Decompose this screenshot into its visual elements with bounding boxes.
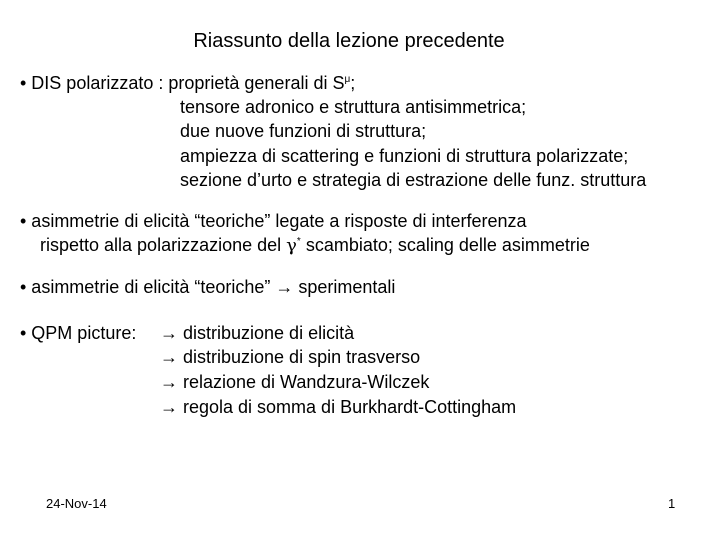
section1-line-1-text: • DIS polarizzato : proprietà generali di S: [20, 73, 345, 93]
qpm-item-3: → relazione di Wandzura-Wilczek: [160, 372, 430, 392]
section1-line-1: [20, 72, 355, 95]
section2-line-1: • asimmetrie di elicità “teoriche” legate a risposte di interferenza: [20, 211, 527, 231]
section1-line-1-end: ;: [350, 73, 356, 93]
slide-title: Riassunto della lezione precedente: [193, 30, 505, 52]
qpm-item-4: → regola di somma di Burkhardt-Cottingham: [160, 397, 517, 417]
gamma-symbol: γ: [286, 235, 297, 256]
section1-line-3: due nuove funzioni di struttura;: [180, 121, 427, 141]
section2-line-2-post: scambiato; scaling delle asimmetrie: [300, 235, 590, 255]
section1-line-5: sezione d’urto e strategia di estrazione delle funz. struttura: [180, 170, 647, 190]
section2-line-2: [40, 234, 590, 257]
mu-superscript: μ: [344, 74, 351, 85]
gamma-superscript: *: [296, 236, 301, 247]
qpm-item-1: → distribuzione di elicità: [160, 323, 355, 343]
footer-page-number: 1: [668, 496, 676, 511]
qpm-item-2: → distribuzione di spin trasverso: [160, 347, 421, 367]
section1-line-4: ampiezza di scattering e funzioni di struttura polarizzate;: [180, 146, 629, 166]
qpm-label: • QPM picture:: [20, 323, 137, 343]
footer-date: 24-Nov-14: [46, 496, 107, 511]
section2-line-2-pre: rispetto alla polarizzazione del: [40, 235, 287, 255]
section3-line: • asimmetrie di elicità “teoriche” → sperimentali: [20, 277, 396, 297]
section1-line-2: tensore adronico e struttura antisimmetrica;: [180, 97, 527, 117]
